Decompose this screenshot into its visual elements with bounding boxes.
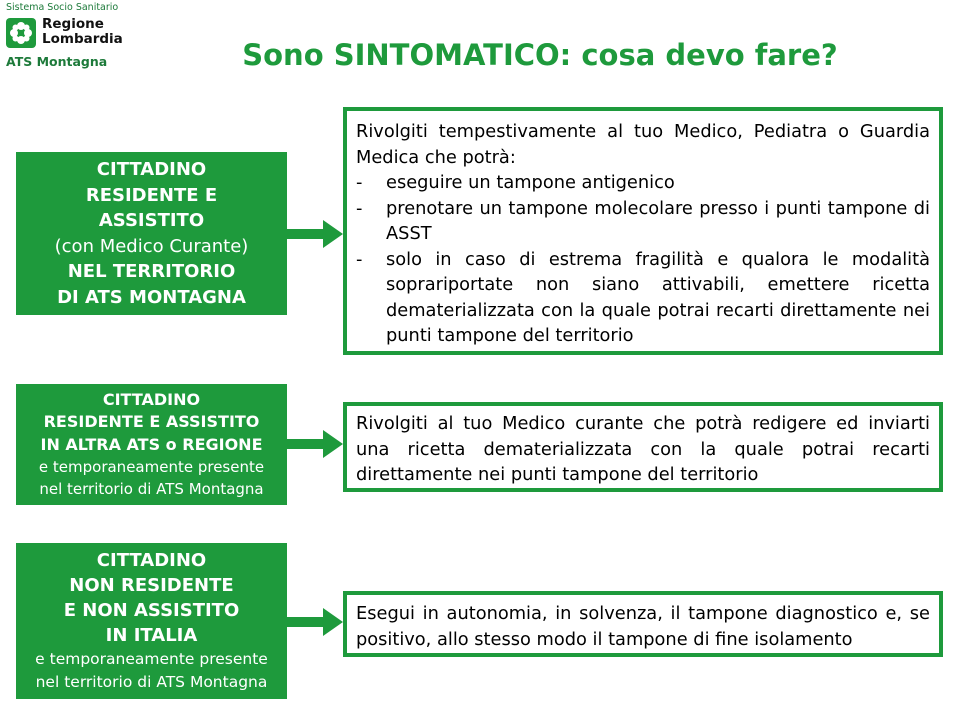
category-line: RESIDENTE E ASSISTITO bbox=[43, 412, 260, 432]
instruction-box-resident bbox=[343, 107, 943, 355]
category-line: CITTADINO bbox=[96, 550, 207, 571]
instruction-text: Rivolgiti al tuo Medico curante che potrà redigere ed inviarti una ricetta dematerializzata con la quale potrai recarti direttamente nei punti tampone del territorio bbox=[356, 413, 930, 485]
logo-region-line2: Lombardia bbox=[42, 31, 123, 47]
right-arrow-icon bbox=[287, 608, 343, 636]
category-resident-ats-montagna bbox=[16, 152, 287, 315]
bullet-text: eseguire un tampone antigenico bbox=[386, 172, 675, 193]
bullet-marker: - bbox=[356, 197, 363, 219]
category-line: nel territorio di ATS Montagna bbox=[35, 673, 268, 691]
instruction-bullet bbox=[356, 170, 930, 196]
category-line: E NON ASSISTITO bbox=[63, 600, 240, 621]
category-line: e temporaneamente presente bbox=[38, 458, 265, 477]
category-line: NON RESIDENTE bbox=[69, 575, 234, 596]
instruction-intro: Rivolgiti tempestivamente al tuo Medico, Pediatra o Guardia Medica che potrà: bbox=[356, 121, 930, 168]
logo-agency: ATS Montagna bbox=[6, 54, 108, 69]
instruction-box-non-resident bbox=[343, 591, 943, 657]
bullet-marker: - bbox=[356, 172, 363, 193]
logo-region-line1: Regione bbox=[42, 16, 104, 32]
logo-system-text: Sistema Socio Sanitario bbox=[6, 2, 119, 13]
ats-logo bbox=[4, 2, 144, 72]
instruction-box-other-ats bbox=[343, 402, 943, 492]
category-resident-other-ats bbox=[16, 384, 287, 505]
category-line: NEL TERRITORIO bbox=[67, 261, 236, 282]
page-title: Sono SINTOMATICO: cosa devo fare? bbox=[242, 38, 838, 72]
right-arrow-icon bbox=[287, 220, 343, 248]
instruction-text: Esegui in autonomia, in solvenza, il tampone diagnostico e, se positivo, allo stesso modo il tampone di fine isolamento bbox=[356, 603, 930, 650]
instruction-bullet bbox=[356, 196, 930, 247]
lombardy-rose-icon bbox=[6, 18, 36, 48]
instruction-bullet bbox=[356, 247, 930, 349]
bullet-text: prenotare un tampone molecolare presso i punti tampone di ASST bbox=[386, 197, 930, 244]
category-non-resident bbox=[16, 543, 287, 699]
category-line: RESIDENTE E bbox=[85, 184, 218, 206]
logo-region bbox=[42, 17, 123, 47]
category-line: DI ATS MONTAGNA bbox=[57, 286, 246, 308]
bullet-text: solo in caso di estrema fragilità e qualora le modalità soprariportate non siano attivabili, emettere ricetta dematerializzata con la quale potrai recarti direttamente nei punti tampone del territorio bbox=[386, 248, 930, 346]
right-arrow-icon bbox=[287, 430, 343, 458]
category-line: CITTADINO bbox=[102, 389, 201, 409]
category-line: ASSISTITO bbox=[98, 210, 205, 231]
category-line: nel territorio di ATS Montagna bbox=[39, 480, 264, 499]
category-line: (con Medico Curante) bbox=[54, 235, 249, 257]
category-line: CITTADINO bbox=[96, 159, 207, 180]
category-line: IN ITALIA bbox=[105, 625, 198, 646]
category-line: e temporaneamente presente bbox=[35, 650, 268, 668]
bullet-marker: - bbox=[356, 248, 363, 270]
category-line: IN ALTRA ATS o REGIONE bbox=[40, 434, 263, 454]
